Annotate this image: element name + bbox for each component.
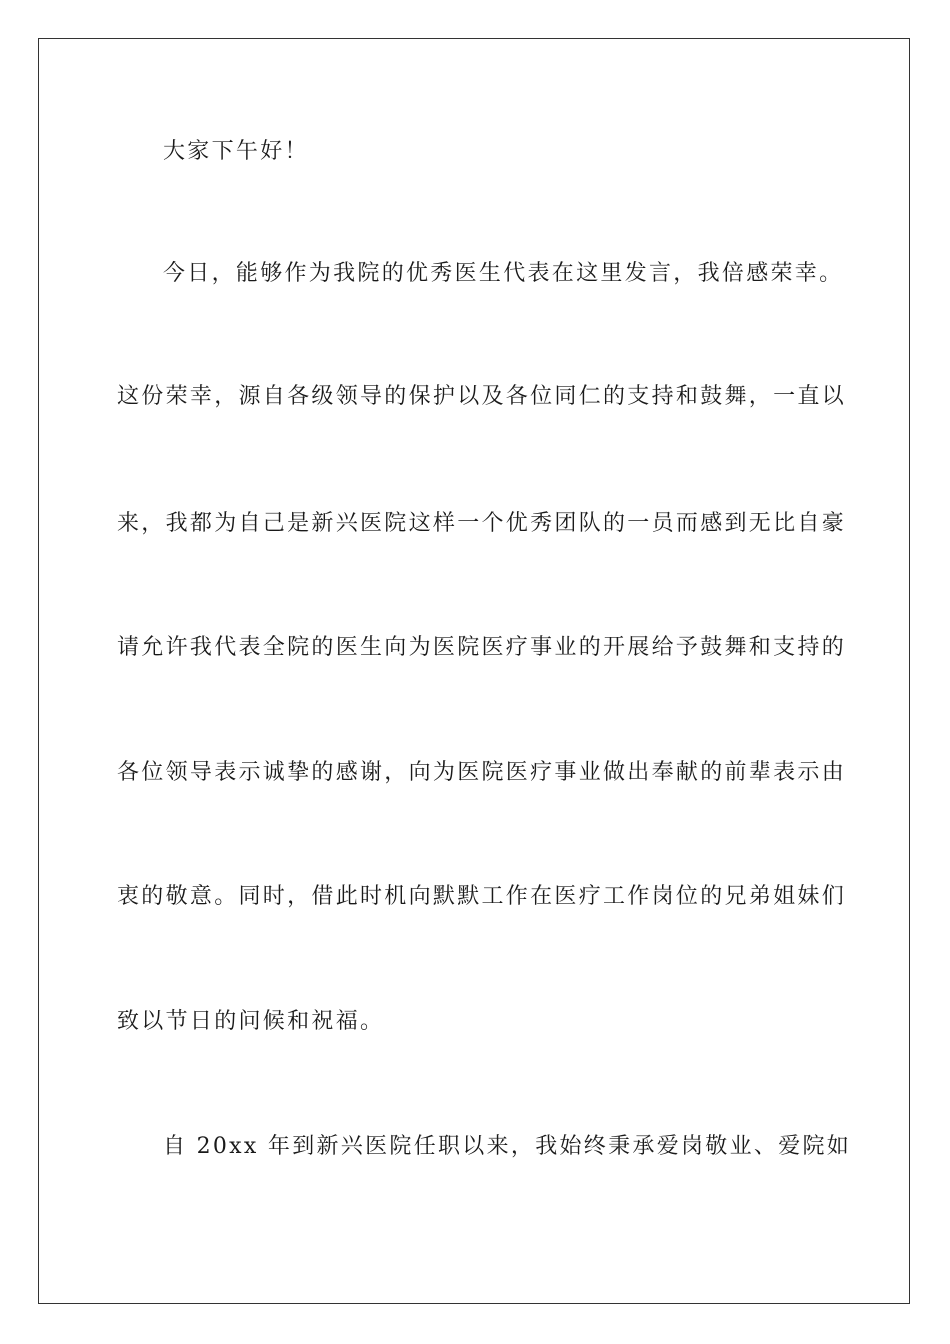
greeting-line: 大家下午好！: [163, 139, 309, 164]
paragraph-1-line-1: 今日，能够作为我院的优秀医生代表在这里发言，我倍感荣幸。: [163, 261, 844, 286]
paragraph-2-line-1: 自 20xx 年到新兴医院任职以来，我始终秉承爱岗敬业、爱院如: [163, 1134, 852, 1159]
paragraph-1-line-2: 这份荣幸，源自各级领导的保护以及各位同仁的支持和鼓舞，一直以: [117, 384, 847, 409]
paragraph-1-line-6: 衷的敬意。同时，借此时机向默默工作在医疗工作岗位的兄弟姐妹们: [117, 884, 847, 909]
paragraph-1-line-4: 请允许我代表全院的医生向为医院医疗事业的开展给予鼓舞和支持的: [117, 635, 847, 660]
page-frame: [38, 38, 910, 1304]
paragraph-1-line-3: 来，我都为自己是新兴医院这样一个优秀团队的一员而感到无比自豪: [117, 511, 847, 536]
paragraph-1-line-7: 致以节日的问候和祝福。: [117, 1009, 385, 1034]
paragraph-1-line-5: 各位领导表示诚挚的感谢，向为医院医疗事业做出奉献的前辈表示由: [117, 760, 847, 785]
